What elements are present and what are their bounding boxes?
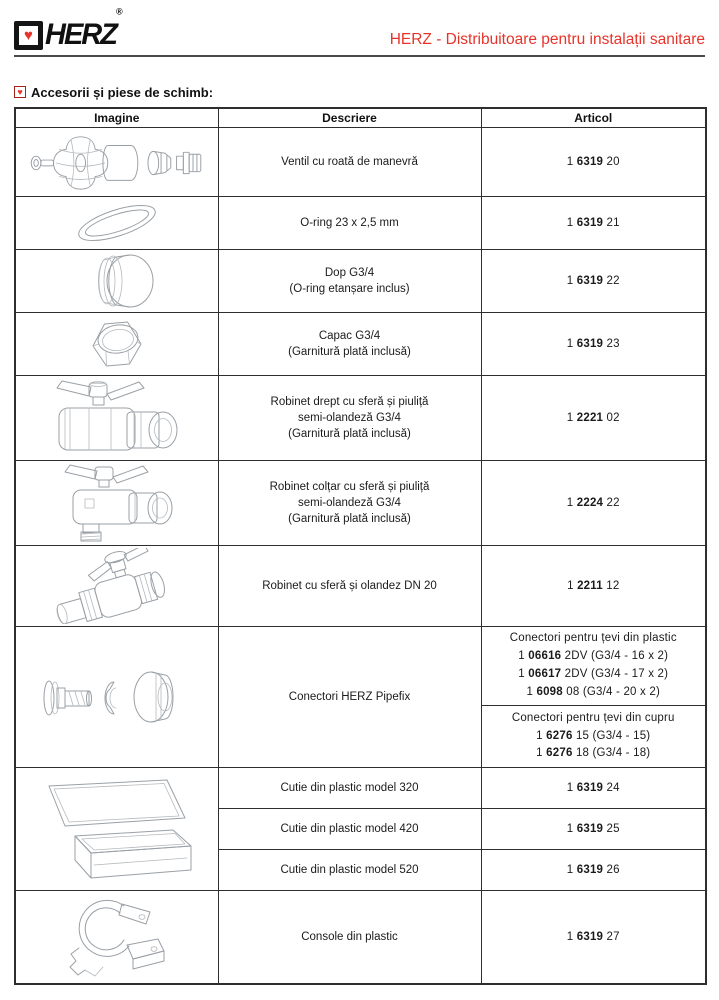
straight-ball-valve-drawing <box>27 378 207 458</box>
article-cell <box>481 376 706 461</box>
logo-wordmark: HERZ® <box>45 6 123 52</box>
image-cell <box>15 197 218 250</box>
article-number: 1 06616 2DV (G3/4 - 16 x 2) <box>518 650 669 663</box>
parts-table <box>14 107 707 985</box>
description-line: Robinet drept cu sferă și piuliță <box>270 395 429 408</box>
table-row <box>15 546 706 627</box>
table-row <box>15 461 706 546</box>
angle-ball-valve-drawing <box>27 463 207 543</box>
article-cell <box>481 197 706 250</box>
description-cell: Console din plastic <box>218 891 481 985</box>
article-number: 1 6319 20 <box>566 155 620 168</box>
image-cell <box>15 627 218 768</box>
description-cell: O-ring 23 x 2,5 mm <box>218 197 481 250</box>
description-line: semi-olandeză G3/4 <box>298 496 401 509</box>
description-line: Capac G3/4 <box>318 329 381 342</box>
article-cell <box>481 768 706 809</box>
description-cell: Robinet cu sferă și olandez DN 20 <box>218 546 481 627</box>
article-cell-cupru <box>481 706 706 768</box>
image-cell <box>15 546 218 627</box>
description-cell: Cutie din plastic model 520 <box>218 850 481 891</box>
article-group-title: Conectori pentru țevi din plastic <box>509 632 677 645</box>
article-number: 1 2211 12 <box>567 579 620 592</box>
description-line: (Garnitură plată inclusă) <box>288 513 411 526</box>
article-cell <box>481 461 706 546</box>
description-cell <box>218 313 481 376</box>
description-cell: Cutie din plastic model 420 <box>218 809 481 850</box>
article-number: 1 6319 23 <box>566 337 620 350</box>
article-cell <box>481 809 706 850</box>
logo-heart-frame <box>18 25 39 46</box>
column-header-article: Articol <box>481 108 706 128</box>
article-number: 1 6276 18 (G3/4 - 18) <box>536 747 651 760</box>
article-number: 1 6319 21 <box>566 216 620 229</box>
article-number: 1 2224 22 <box>566 496 620 509</box>
table-row <box>15 128 706 197</box>
plastic-bracket-drawing <box>32 893 202 981</box>
article-cell <box>481 313 706 376</box>
handwheel-valve-drawing <box>24 131 209 193</box>
table-row <box>15 313 706 376</box>
description-line: (Garnitură plată inclusă) <box>288 428 411 441</box>
article-number: 1 6319 25 <box>566 822 620 835</box>
article-number: 1 6098 08 (G3/4 - 20 x 2) <box>526 685 660 698</box>
pipefix-connectors-drawing <box>27 657 207 737</box>
article-number: 1 6319 24 <box>566 781 620 794</box>
article-number: 1 6319 26 <box>566 863 620 876</box>
heart-bullet-icon: ♥ <box>14 86 26 98</box>
description-cell <box>218 376 481 461</box>
description-line: (Garnitură plată inclusă) <box>288 346 411 358</box>
article-number: 1 2221 02 <box>566 411 620 424</box>
description-line: Robinet colțar cu sferă și piuliță <box>269 480 430 493</box>
image-cell <box>15 768 218 891</box>
herz-logo <box>14 6 123 52</box>
column-header-description: Descriere <box>218 108 481 128</box>
registered-mark: ® <box>115 6 123 17</box>
article-number: 1 6276 15 (G3/4 - 15) <box>536 729 651 742</box>
section-heading <box>14 84 705 100</box>
description-line: (O-ring etanșare inclus) <box>289 283 410 295</box>
description-cell <box>218 461 481 546</box>
column-header-image: Imagine <box>15 108 218 128</box>
image-cell <box>15 250 218 313</box>
article-cell <box>481 850 706 891</box>
description-line: semi-olandeză G3/4 <box>298 411 401 424</box>
table-header-row <box>15 108 706 128</box>
page-header <box>14 6 705 57</box>
table-row <box>15 376 706 461</box>
article-cell <box>481 250 706 313</box>
article-cell <box>481 891 706 985</box>
plastic-box-drawing <box>27 770 207 888</box>
page-title: HERZ - Distribuitoare pentru instalații sanitare <box>389 31 705 48</box>
logo-box <box>14 21 43 50</box>
article-number: 1 6319 22 <box>566 274 620 287</box>
heart-icon: ♥ <box>24 27 33 44</box>
description-cell: Conectori HERZ Pipefix <box>218 627 481 768</box>
article-cell <box>481 128 706 197</box>
section-title: Accesorii și piese de schimb: <box>31 84 214 100</box>
article-cell <box>481 546 706 627</box>
table-row <box>15 250 706 313</box>
table-row <box>15 627 706 706</box>
plug-drawing <box>42 252 192 310</box>
description-cell: Ventil cu roată de manevră <box>218 128 481 197</box>
image-cell <box>15 461 218 546</box>
image-cell <box>15 376 218 461</box>
article-group-title: Conectori pentru țevi din cupru <box>511 711 675 724</box>
description-cell <box>218 250 481 313</box>
image-cell <box>15 891 218 985</box>
cap-nut-drawing <box>42 315 192 373</box>
o-ring-drawing <box>37 200 197 246</box>
image-cell <box>15 313 218 376</box>
article-number: 1 06617 2DV (G3/4 - 17 x 2) <box>518 668 669 680</box>
union-ball-valve-drawing <box>27 548 207 624</box>
description-cell: Cutie din plastic model 320 <box>218 768 481 809</box>
table-row <box>15 891 706 985</box>
description-line: Dop G3/4 <box>324 266 375 279</box>
table-row <box>15 197 706 250</box>
article-cell-plastic <box>481 627 706 706</box>
article-number: 1 6319 27 <box>566 930 620 943</box>
table-row <box>15 768 706 809</box>
image-cell <box>15 128 218 197</box>
